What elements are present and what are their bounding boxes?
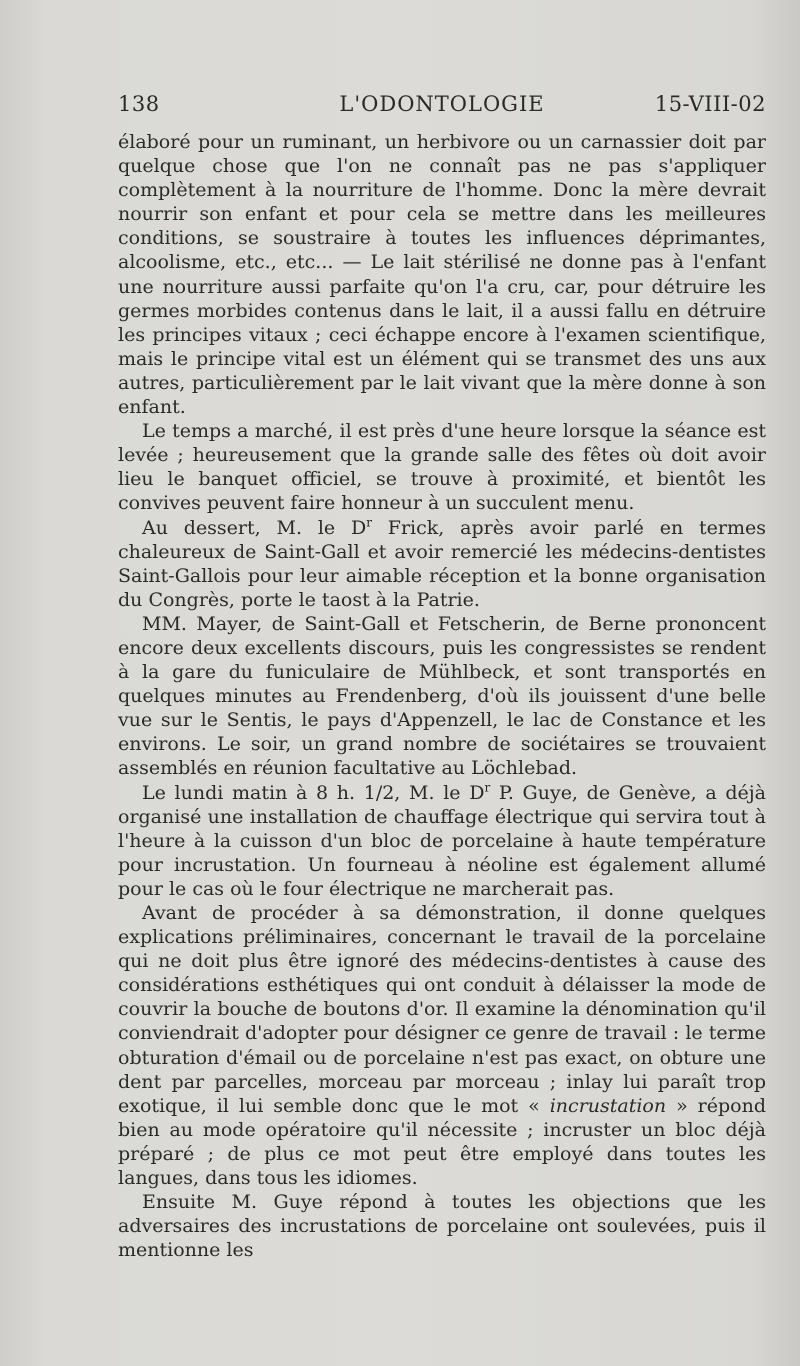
paragraph-dessert — [118, 516, 766, 612]
text-segment: P. Guye, de Genève, a déjà organisé une installation de chauffage électrique qui servira tout à l'heure à la cuisson d'un bloc de porcelaine à haute température pour incrustation. Un fourneau à néoline est également allumé pour le cas où le four électrique ne marcherait pas. — [118, 781, 766, 900]
journal-title: L'ODONTOLOGIE — [339, 92, 545, 116]
text-segment: Au dessert, M. le D — [142, 516, 367, 539]
italic-term: incrustation — [549, 1094, 667, 1117]
issue-date: 15-VIII-02 — [654, 92, 766, 116]
running-header — [118, 92, 766, 122]
superscript-r: r — [484, 780, 491, 795]
text-segment: Le lundi matin à 8 h. 1/2, M. le D — [142, 781, 485, 804]
text-segment: » répond bien au mode opératoire qu'il nécessite ; incruster un bloc déjà préparé ; de plus ce mot peut être employé dans toutes les langues, dans tous les idiomes. — [118, 1094, 767, 1190]
superscript-r: r — [366, 515, 372, 530]
page-number: 138 — [118, 92, 160, 116]
text-segment: Avant de procéder à sa démonstration, il donne quelques explications préliminaires, concernant le travail de la porcelaine qui ne doit plus être ignoré des médecins-dentistes à cause des considérations esthétiques qui ont conduit à délaisser la mode de couvrir la bouche de boutons d'or. Il examine la dénomination qu'il conviendrait d'adopter pour désigner ce genre de travail : le terme obturation d'émail ou de porcelaine n'est pas exact, on obture une dent par parcelles, morceau par morceau ; inlay lui paraît trop exotique, il lui semble donc que le mot « — [118, 902, 766, 1117]
paragraph-objections: Ensuite M. Guye répond à toutes les objections que les adversaires des incrustations de porcelaine ont soulevées, puis il mentionne les — [118, 1191, 766, 1262]
paragraph-discours: MM. Mayer, de Saint-Gall et Fetscherin, de Berne prononcent encore deux excellents discours, puis les congressistes se rendent à la gare du funiculaire de Mühlbeck, et sont transportés en quelques minutes au Frendenberg, d'où ils jouissent d'une belle vue sur le Sentis, le pays d'Appenzell, le lac de Constance et les environs. Le soir, un grand nombre de sociétaires se trouvaient assemblés en réunion facultative au Löchlebad. — [118, 612, 766, 780]
paragraph-seance-levee: Le temps a marché, il est près d'une heure lorsque la séance est levée ; heureusement que la grande salle des fêtes où doit avoir lieu le banquet officiel, se trouve à proximité, et bientôt les convives peuvent faire honneur à un succulent menu. — [118, 420, 766, 515]
body-text — [118, 130, 766, 1262]
paragraph-lundi-matin — [118, 781, 766, 901]
paragraph-demonstration — [118, 901, 766, 1190]
text-segment: Frick, après avoir parlé en termes chaleureux de Saint-Gall et avoir remercié les médecins-dentistes Saint-Gallois pour leur aimable réception et la bonne organisation du Congrès, porte le taost à la Patrie. — [118, 516, 766, 611]
paragraph-continuation: élaboré pour un ruminant, un herbivore ou un carnassier doit par quelque chose que l'on ne connaît pas ne pas s'appliquer complètement à la nourriture de l'homme. Donc la mère devrait nourrir son enfant et pour cela se mettre dans les meilleures conditions, se soustraire à toutes les influences déprimantes, alcoolisme, etc., etc... — Le lait stérilisé ne donne pas à l'enfant une nourriture aussi parfaite qu'on l'a cru, car, pour détruire les germes morbides contenus dans le lait, il a aussi fallu en détruire les principes vitaux ; ceci échappe encore à l'examen scientifique, mais le principe vital est un élément qui se transmet des uns aux autres, particulièrement par le lait vivant que la mère donne à son enfant. — [118, 131, 766, 419]
